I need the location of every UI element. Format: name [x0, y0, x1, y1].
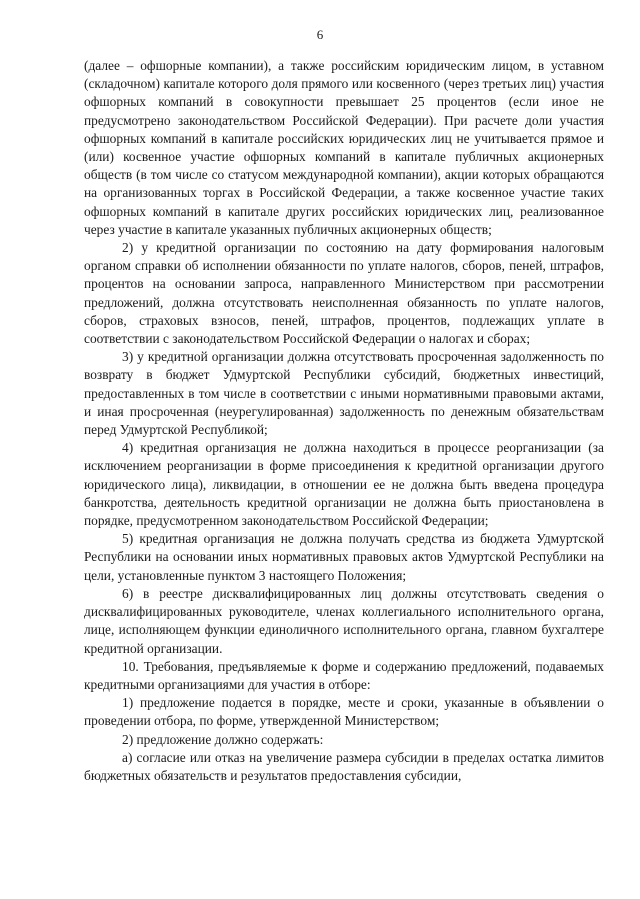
paragraph-item-6-disqualified-persons: 6) в реестре дисквалифицированных лиц должны отсутствовать сведения о дисквалифицированных руководителе, членах коллегиального исполнительного органа, лице, исполняющем функции единоличного исполнительного органа, главном бухгалтере кредитной организации. [84, 585, 604, 656]
paragraph-item-3-overdue-debt: 3) у кредитной организации должна отсутствовать просроченная задолженность по возврату в бюджет Удмуртской Республики субсидий, бюджетных инвестиций, предоставленных в том числе в соответствии с иными нормативными правовыми актами, и иная просроченная (неурегулированная) задолженность по денежным обязательствам перед Удмуртской Республикой; [84, 349, 604, 438]
paragraph-proposal-submission: 1) предложение подается в порядке, месте и сроки, указанные в объявлении о проведении отбора, по форме, утвержденной Министерством; [84, 695, 604, 729]
paragraph-proposal-contents: 2) предложение должно содержать: [122, 731, 324, 747]
paragraph-offshore-companies: (далее – офшорные компании), а также российским юридическим лицом, в уставном (складочном) капитале которого доля прямого или косвенного (через третьих лиц) участия офшорных компаний в совокупности превышает 25 процентов (если иное не предусмотрено законодательством Российской Федерации). При расчете доли участия офшорных компаний в капитале российских юридических лиц не учитывается прямое и (или) косвенное участие офшорных компаний в капитале публичных акционерных обществ (в том числе со статусом международной компании), акции которых обращаются на организованных торгах в Российской Федерации, а также косвенное участие таких офшорных компаний в капитале других российских юридических лиц, реализованное через участие в капитале указанных публичных акционерных обществ; [84, 58, 604, 237]
document-body [84, 57, 604, 785]
paragraph-subsidy-consent: а) согласие или отказ на увеличение размера субсидии в пределах остатка лимитов бюджетных обязательств и результатов предоставления субсидии, [84, 749, 604, 783]
page-number: 6 [316, 27, 324, 42]
paragraph-item-2-tax-obligations: 2) у кредитной организации по состоянию на дату формирования налоговым органом справки об исполнении обязанности по уплате налогов, сборов, пеней, штрафов, процентов на основании запроса, направленного Министерством при рассмотрении предложений, должна отсутствовать неисполненная обязанность по уплате налогов, сборов, страховых взносов, пеней, штрафов, процентов, подлежащих уплате в соответствии с законодательством Российской Федерации о налогах и сборах; [84, 240, 604, 347]
paragraph-item-4-reorganization: 4) кредитная организация не должна находиться в процессе реорганизации (за исключением реорганизации в форме присоединения к кредитной организации другого юридического лица), ликвидации, в отношении ее не должна быть введена процедура банкротства, деятельность кредитной организации не должна быть приостановлена в порядке, предусмотренном законодательством Российской Федерации; [84, 440, 604, 529]
paragraph-item-5-budget-funds: 5) кредитная организация не должна получать средства из бюджета Удмуртской Республики на основании иных нормативных правовых актов Удмуртской Республики на цели, установленные пунктом 3 настоящего Положения; [84, 531, 604, 583]
paragraph-section-10-requirements: 10. Требования, предъявляемые к форме и содержанию предложений, подаваемых кредитными организациями для участия в отборе: [84, 658, 604, 692]
